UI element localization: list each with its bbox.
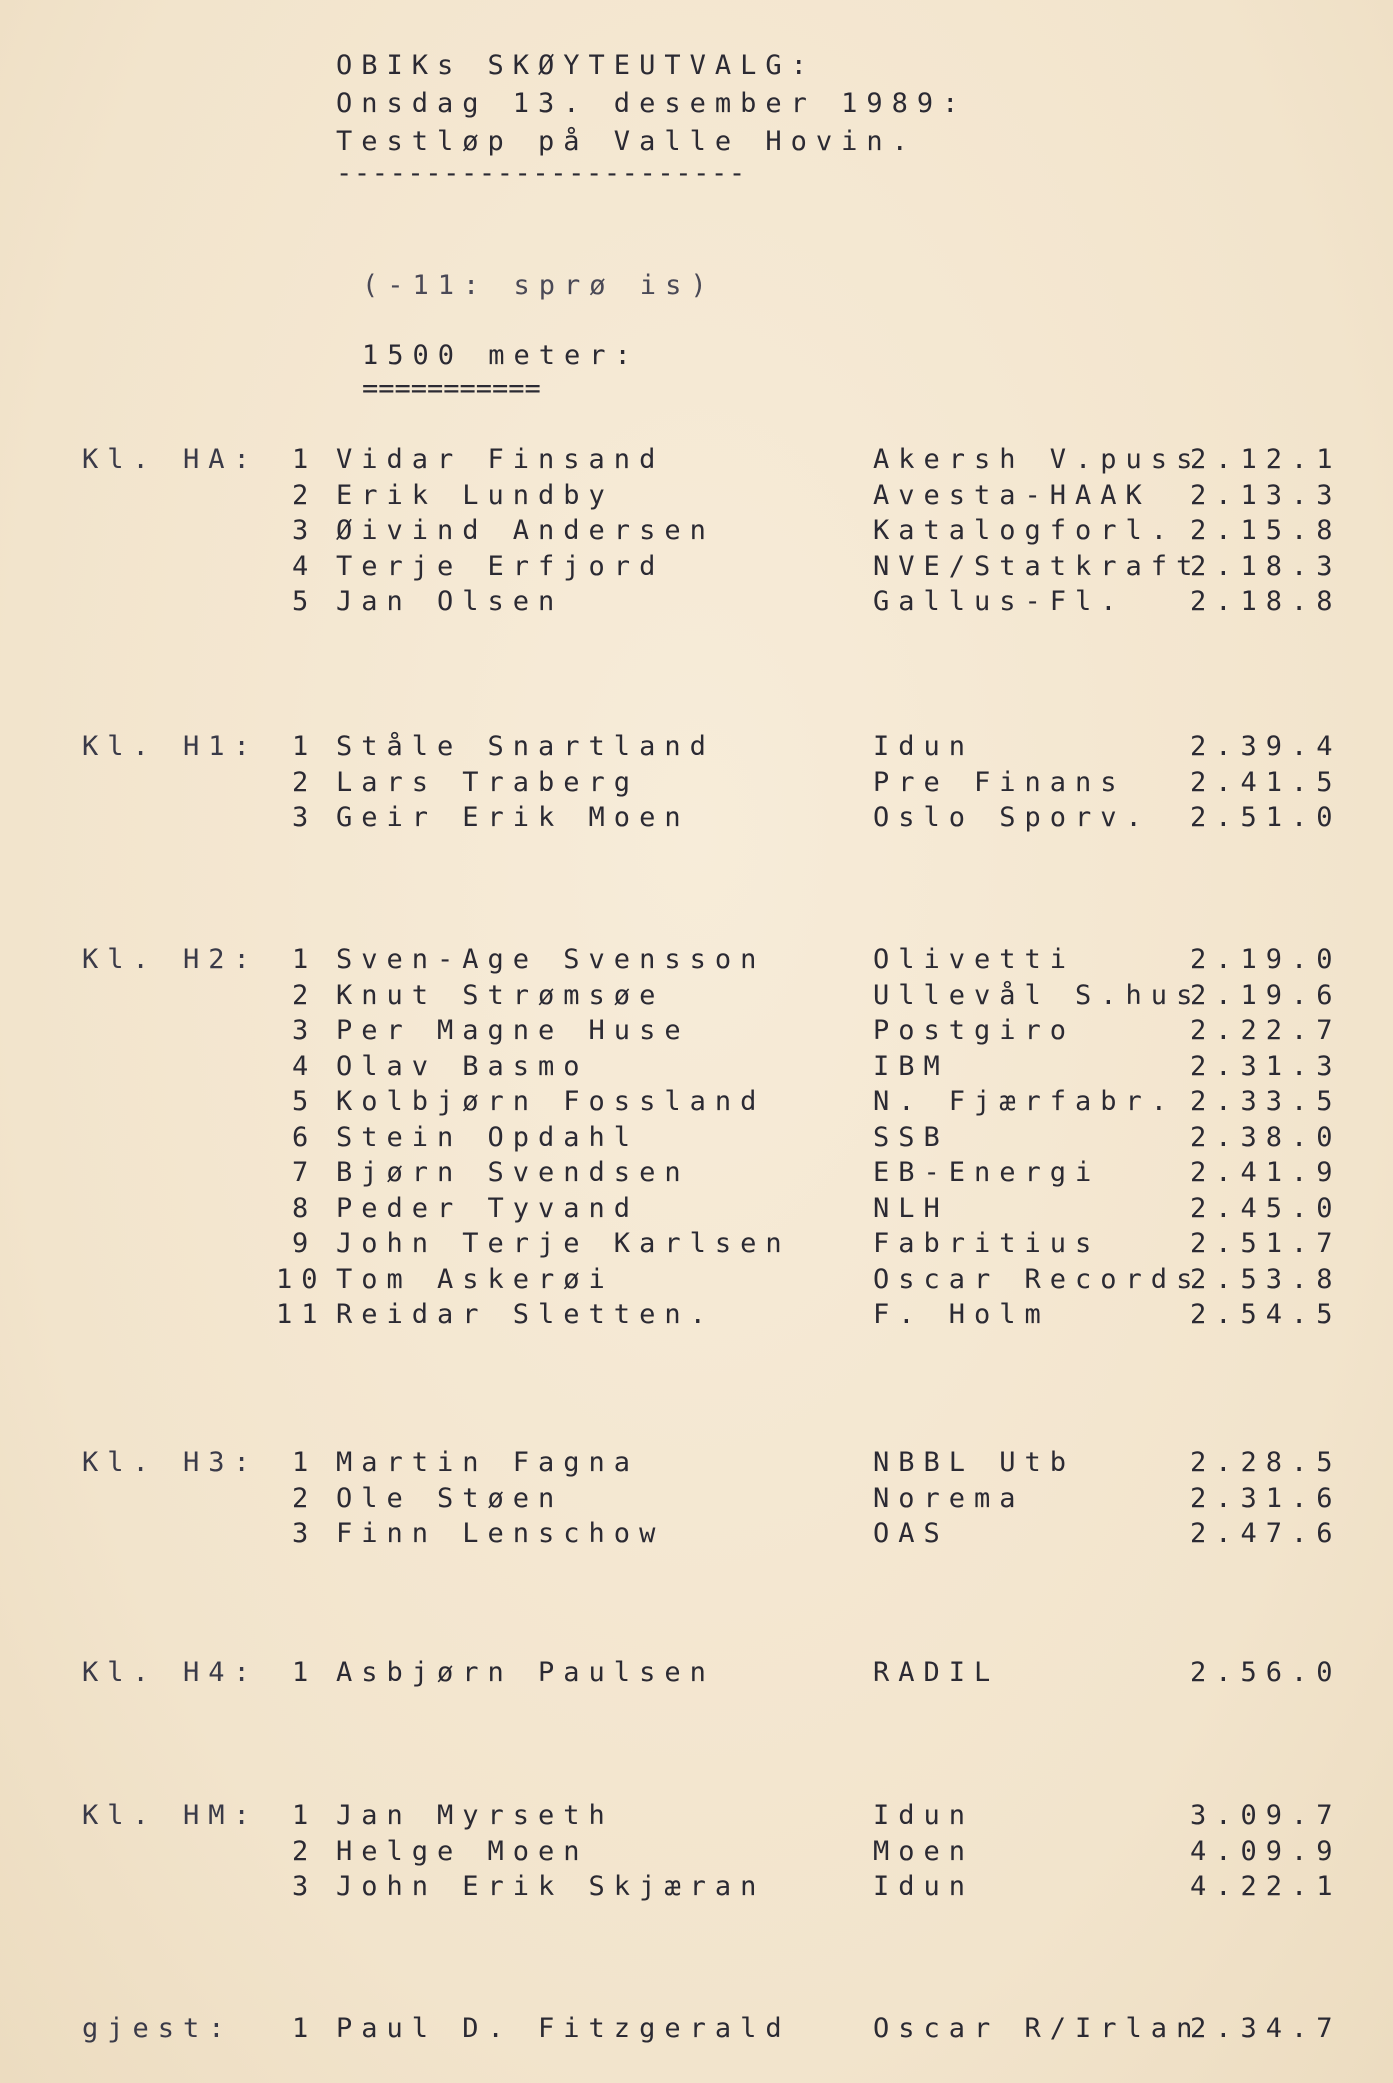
result-row (0, 1871, 1393, 1907)
result-club: RADIL (873, 1657, 1000, 1688)
result-club: Gallus-Fl. (873, 586, 1126, 617)
result-place: 3 (292, 802, 318, 833)
result-place: 2 (292, 479, 318, 511)
result-time: 4.09.9 (1190, 1835, 1342, 1867)
result-name: Helge Moen (336, 1835, 589, 1867)
result-time: 3.09.7 (1190, 1800, 1342, 1831)
result-time: 2.33.5 (1190, 1086, 1342, 1117)
result-row (0, 1518, 1393, 1554)
result-name: Reidar Sletten. (336, 1299, 715, 1330)
result-club: NVE/Statkraft (873, 550, 1202, 582)
result-row (0, 767, 1393, 803)
result-name: Geir Erik Moen (336, 802, 690, 833)
result-time: 4.22.1 (1190, 1871, 1342, 1902)
result-club: Olivetti (873, 944, 1076, 975)
class-label: Kl. HM: (82, 1800, 259, 1831)
result-place: 2 (292, 766, 318, 798)
class-label: Kl. H1: (82, 731, 259, 762)
result-time: 2.13.3 (1190, 479, 1342, 511)
result-place: 7 (292, 1157, 318, 1188)
class-label: Kl. H2: (82, 944, 259, 975)
result-club: NLH (873, 1192, 949, 1224)
result-club: NBBL Utb (873, 1447, 1076, 1478)
result-place: 3 (292, 515, 318, 546)
class-label: gjest: (82, 2013, 234, 2044)
result-place: 5 (292, 1086, 318, 1117)
result-row (0, 551, 1393, 587)
result-time: 2.18.3 (1190, 550, 1342, 582)
result-name: Finn Lenschow (336, 1518, 665, 1549)
result-place: 1 (292, 944, 318, 975)
header-title: OBIKs SKØYTEUTVALG: (336, 50, 816, 81)
result-club: EB-Energi (873, 1157, 1101, 1188)
result-place: 2 (292, 979, 318, 1011)
result-club: Idun (873, 731, 975, 762)
result-name: Martin Fagna (336, 1447, 640, 1478)
result-time: 2.45.0 (1190, 1192, 1342, 1224)
class-label: Kl. HA: (82, 444, 259, 475)
conditions-note: (-11: sprø is) (362, 270, 716, 301)
result-place: 3 (292, 1871, 318, 1902)
result-place: 1 (292, 1447, 318, 1478)
result-time: 2.41.5 (1190, 766, 1342, 798)
result-club: OAS (873, 1518, 949, 1549)
result-time: 2.39.4 (1190, 731, 1342, 762)
result-row (0, 515, 1393, 551)
result-row (0, 1086, 1393, 1122)
result-row (0, 1299, 1393, 1335)
result-time: 2.31.3 (1190, 1050, 1342, 1082)
result-time: 2.34.7 (1190, 2013, 1342, 2044)
result-club: N. Fjærfabr. (873, 1086, 1177, 1117)
result-place: 3 (292, 1015, 318, 1046)
result-time: 2.53.8 (1190, 1263, 1342, 1295)
result-name: Sven-Age Svensson (336, 944, 766, 975)
result-club: Oscar Records (873, 1263, 1202, 1295)
result-row (0, 731, 1393, 767)
result-club: Postgiro (873, 1015, 1076, 1046)
result-club: Norema (873, 1482, 1025, 1514)
result-club: Idun (873, 1871, 975, 1902)
result-row (0, 1193, 1393, 1229)
result-name: John Terje Karlsen (336, 1228, 791, 1259)
result-club: Katalogforl. (873, 515, 1177, 546)
result-time: 2.18.8 (1190, 586, 1342, 617)
result-club: Idun (873, 1800, 975, 1831)
distance-heading: 1500 meter: (362, 340, 640, 371)
result-place: 1 (292, 731, 318, 762)
result-name: Ståle Snartland (336, 731, 715, 762)
result-time: 2.51.0 (1190, 802, 1342, 833)
result-row (0, 586, 1393, 622)
result-club: F. Holm (873, 1299, 1050, 1330)
result-name: Kolbjørn Fossland (336, 1086, 766, 1117)
header-date: Onsdag 13. desember 1989: (336, 88, 968, 119)
result-row (0, 1447, 1393, 1483)
result-name: Stein Opdahl (336, 1121, 640, 1153)
result-name: Terje Erfjord (336, 550, 665, 582)
result-time: 2.47.6 (1190, 1518, 1342, 1549)
result-row (0, 980, 1393, 1016)
result-name: Ole Støen (336, 1482, 564, 1514)
result-name: Per Magne Huse (336, 1015, 690, 1046)
class-label: Kl. H3: (82, 1447, 259, 1478)
result-name: Jan Myrseth (336, 1800, 614, 1831)
result-club: Ullevål S.hus (873, 979, 1202, 1011)
result-time: 2.19.0 (1190, 944, 1342, 975)
result-place: 5 (292, 586, 318, 617)
result-time: 2.19.6 (1190, 979, 1342, 1011)
header-venue: Testløp på Valle Hovin. (336, 126, 917, 157)
result-time: 2.12.1 (1190, 444, 1342, 475)
result-name: Øivind Andersen (336, 515, 715, 546)
result-row (0, 1122, 1393, 1158)
result-place: 10 (276, 1263, 327, 1295)
result-club: SSB (873, 1121, 949, 1153)
result-row (0, 1051, 1393, 1087)
result-place: 9 (292, 1228, 318, 1259)
result-time: 2.15.8 (1190, 515, 1342, 546)
result-row (0, 1483, 1393, 1519)
result-row (0, 1836, 1393, 1872)
result-club: Moen (873, 1835, 975, 1867)
result-name: Erik Lundby (336, 479, 614, 511)
result-club: Akersh V.puss (873, 444, 1202, 475)
result-time: 2.54.5 (1190, 1299, 1342, 1330)
result-place: 4 (292, 1050, 318, 1082)
result-club: Oscar R/Irlan (873, 2013, 1202, 2044)
result-time: 2.51.7 (1190, 1228, 1342, 1259)
result-time: 2.31.6 (1190, 1482, 1342, 1514)
result-place: 8 (292, 1192, 318, 1224)
result-club: Avesta-HAAK (873, 479, 1151, 511)
result-club: Pre Finans (873, 766, 1126, 798)
result-name: Asbjørn Paulsen (336, 1657, 715, 1688)
result-club: IBM (873, 1050, 949, 1082)
result-place: 1 (292, 2013, 318, 2044)
result-name: Tom Askerøi (336, 1263, 614, 1295)
distance-rule: =========== (362, 373, 541, 404)
result-name: Lars Traberg (336, 766, 640, 798)
result-time: 2.38.0 (1190, 1121, 1342, 1153)
result-time: 2.28.5 (1190, 1447, 1342, 1478)
result-time: 2.22.7 (1190, 1015, 1342, 1046)
result-name: Paul D. Fitzgerald (336, 2013, 791, 2044)
result-name: Knut Strømsøe (336, 979, 665, 1011)
result-row (0, 1015, 1393, 1051)
result-time: 2.56.0 (1190, 1657, 1342, 1688)
result-place: 2 (292, 1482, 318, 1514)
header-rule: ----------------------- (336, 158, 747, 189)
result-row (0, 1657, 1393, 1693)
result-row (0, 1157, 1393, 1193)
result-row (0, 1264, 1393, 1300)
result-row (0, 480, 1393, 516)
result-row (0, 944, 1393, 980)
result-name: Olav Basmo (336, 1050, 589, 1082)
result-club: Oslo Sporv. (873, 802, 1151, 833)
result-place: 3 (292, 1518, 318, 1549)
result-row (0, 1228, 1393, 1264)
result-name: Bjørn Svendsen (336, 1157, 690, 1188)
result-place: 6 (292, 1121, 318, 1153)
result-name: John Erik Skjæran (336, 1871, 766, 1902)
result-place: 2 (292, 1835, 318, 1867)
result-club: Fabritius (873, 1228, 1101, 1259)
result-time: 2.41.9 (1190, 1157, 1342, 1188)
result-place: 1 (292, 1657, 318, 1688)
result-row (0, 1800, 1393, 1836)
result-name: Vidar Finsand (336, 444, 665, 475)
result-name: Peder Tyvand (336, 1192, 640, 1224)
result-place: 1 (292, 1800, 318, 1831)
result-place: 4 (292, 550, 318, 582)
result-row (0, 2013, 1393, 2049)
result-row (0, 444, 1393, 480)
class-label: Kl. H4: (82, 1657, 259, 1688)
result-row (0, 802, 1393, 838)
result-name: Jan Olsen (336, 586, 564, 617)
result-place: 11 (276, 1299, 327, 1330)
result-place: 1 (292, 444, 318, 475)
